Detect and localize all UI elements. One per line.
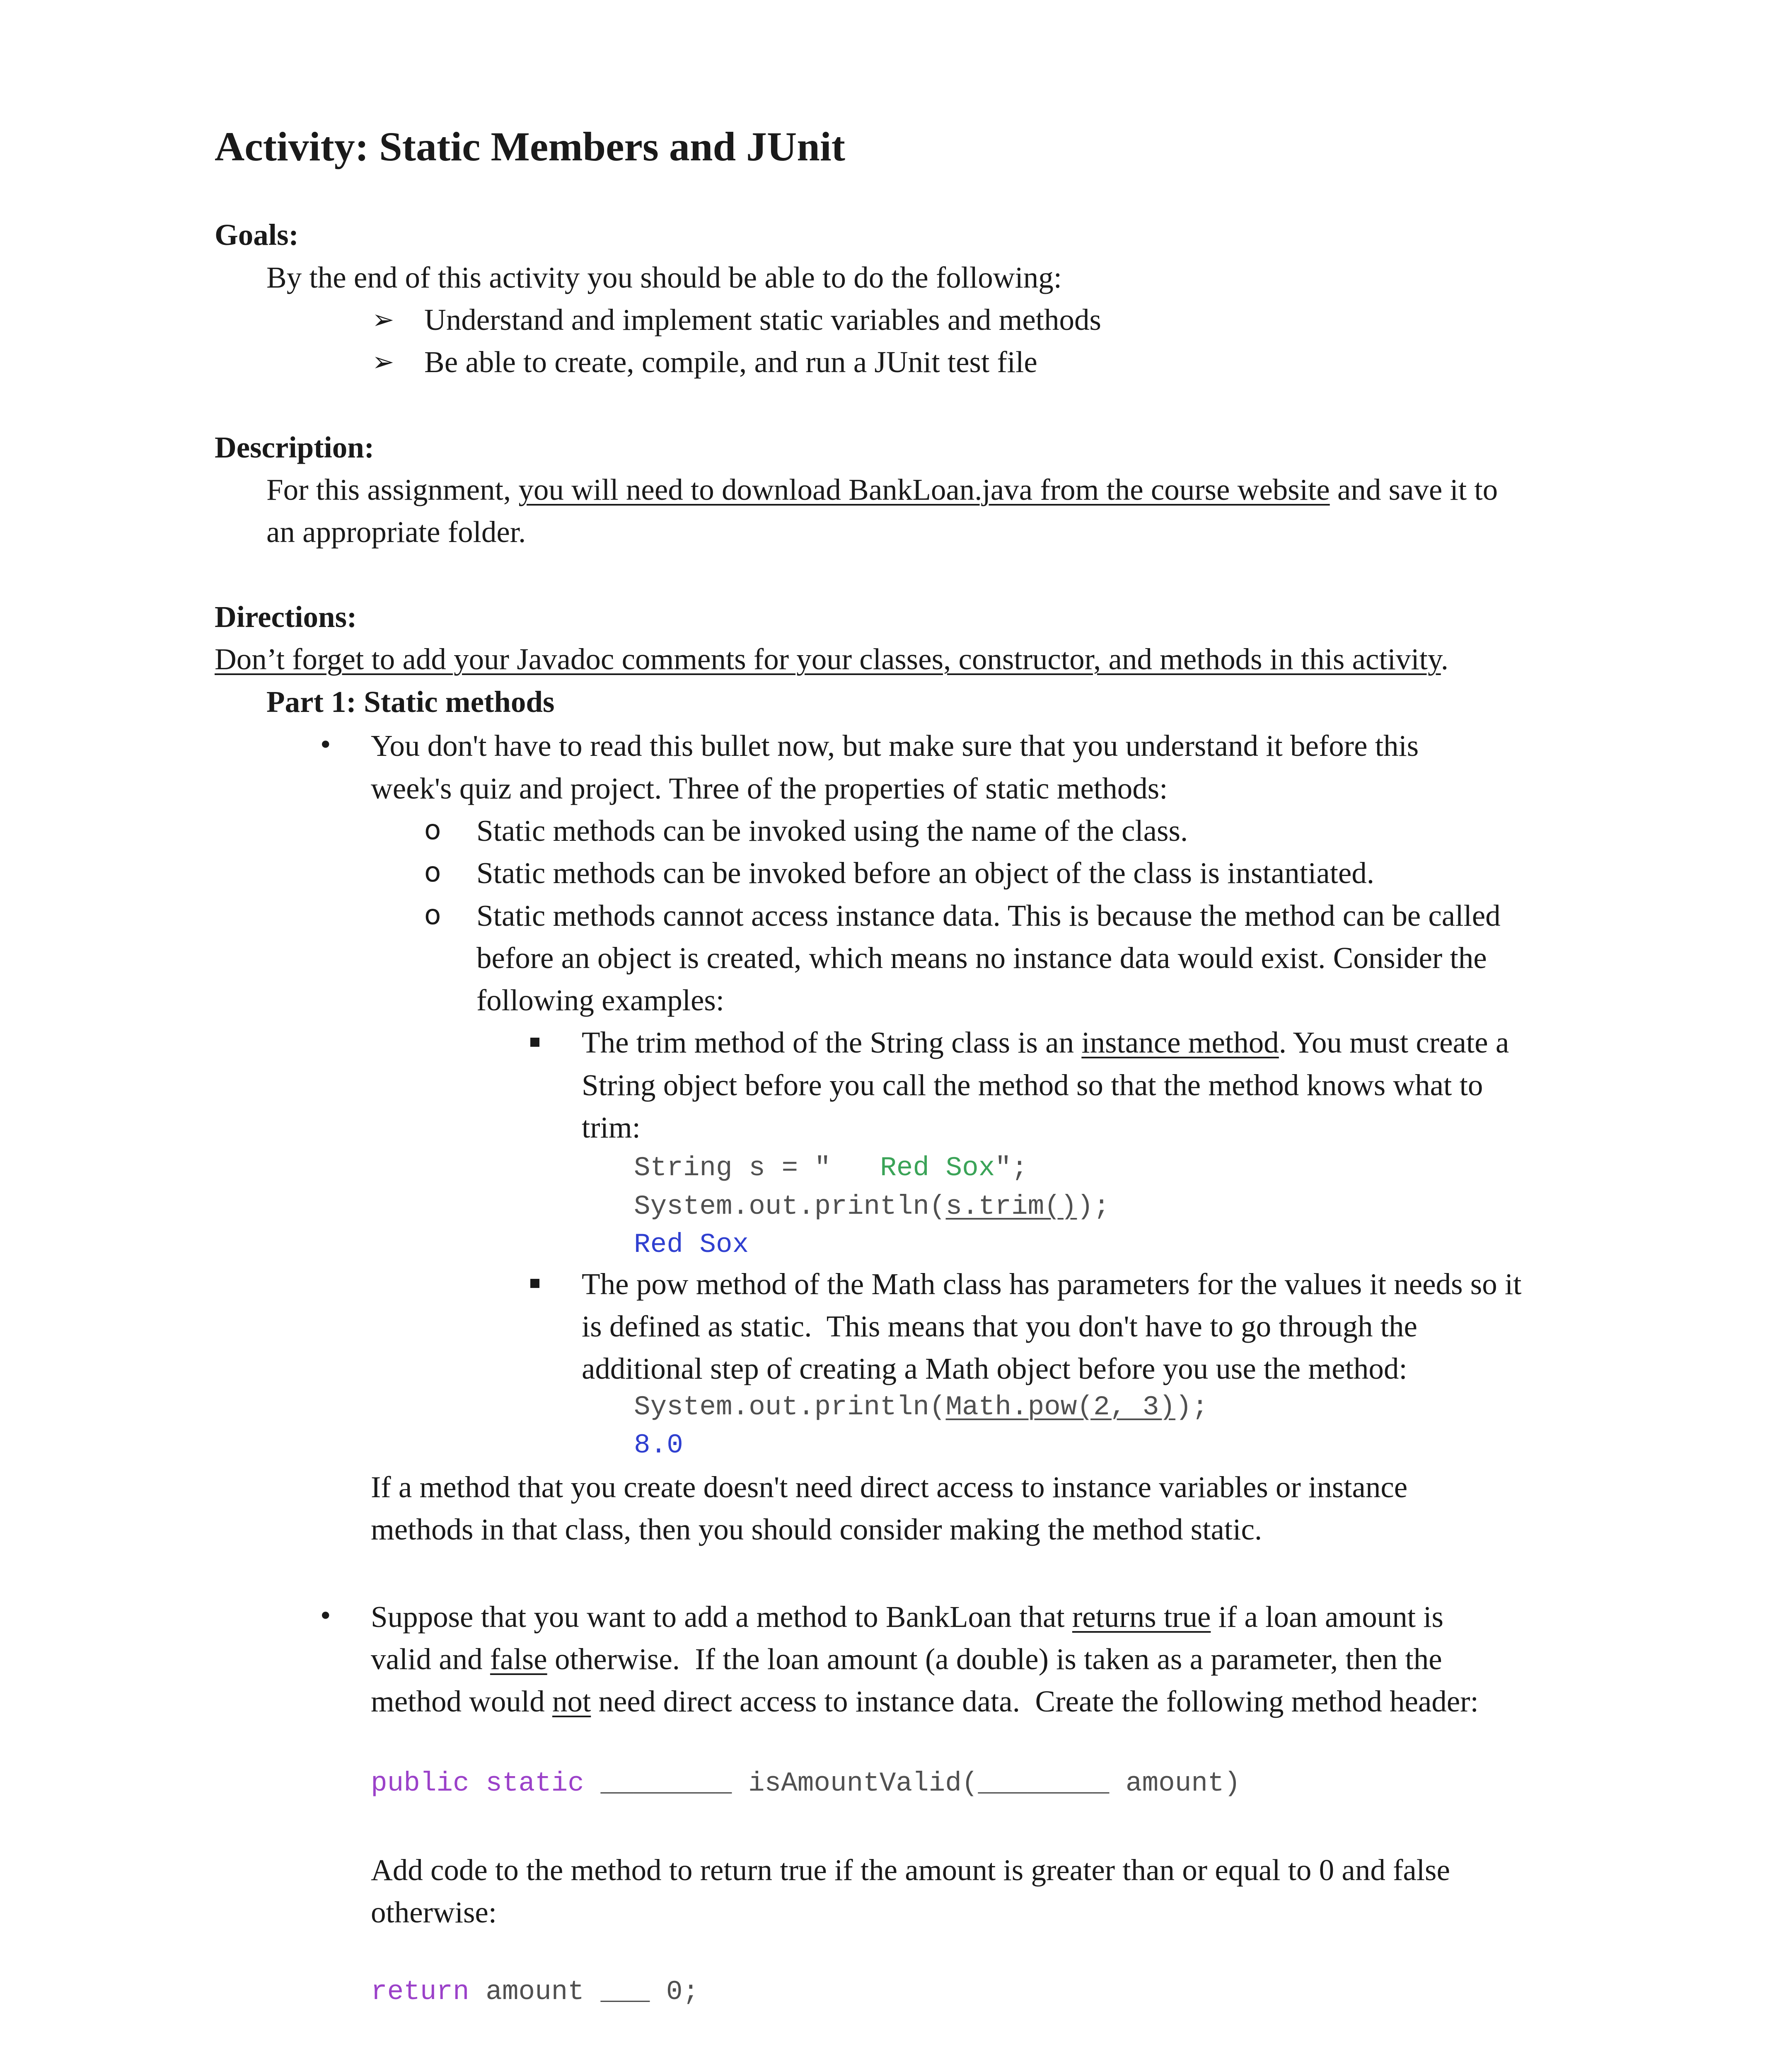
static-property: Static methods cannot access instance data. This is because the method can be called: [476, 899, 1501, 932]
arrow-bullet-icon: ➢: [372, 347, 394, 378]
conclusion-line-1: If a method that you create doesn't need direct access to instance variables or instance: [371, 1470, 1408, 1504]
add-code-line-2: otherwise:: [371, 1895, 497, 1929]
circle-bullet-icon: o: [424, 899, 441, 931]
trim-line-3: trim:: [582, 1111, 641, 1144]
circle-bullet-icon: o: [424, 856, 441, 888]
bullet2-line-2: valid and false otherwise. If the loan amount (a double) is taken as a parameter, then the: [371, 1642, 1442, 1676]
add-code-line-1: Add code to the method to return true if the amount is greater than or equal to 0 and false: [371, 1853, 1450, 1887]
static-property: Static methods can be invoked before an object of the class is instantiated.: [476, 856, 1375, 890]
goal-item: Be able to create, compile, and run a JUnit test file: [424, 345, 1037, 379]
javadoc-note: Don’t forget to add your Javadoc comments for your classes, constructor, and methods in this activity.: [215, 642, 1448, 676]
pow-line-1: The pow method of the Math class has parameters for the values it needs so it: [582, 1267, 1522, 1301]
code-return-statement: return amount ___ 0;: [371, 1976, 699, 2007]
conclusion-line-2: methods in that class, then you should consider making the method static.: [371, 1513, 1262, 1546]
goals-intro: By the end of this activity you should be able to do the following:: [266, 261, 1062, 294]
goals-heading: Goals:: [215, 218, 299, 252]
goal-item: Understand and implement static variables and methods: [424, 303, 1101, 336]
arrow-bullet-icon: ➢: [372, 305, 394, 335]
static-property-cont: before an object is created, which means no instance data would exist. Consider the: [476, 941, 1487, 975]
part1-heading: Part 1: Static methods: [266, 685, 555, 719]
square-bullet-icon: [530, 1279, 539, 1288]
description-heading: Description:: [215, 431, 375, 464]
download-instruction-link: you will need to download BankLoan.java from the course website: [518, 473, 1330, 506]
description-line-2: an appropriate folder.: [266, 515, 526, 549]
trim-line-2: String object before you call the method so that the method knows what to: [582, 1068, 1483, 1102]
bullet2-line-3: method would not need direct access to instance data. Create the following method header:: [371, 1685, 1479, 1718]
page-title: Activity: Static Members and JUnit: [215, 123, 845, 169]
pow-line-3: additional step of creating a Math object before you use the method:: [582, 1352, 1407, 1385]
static-property-cont: following examples:: [476, 983, 725, 1017]
code-pow-call: System.out.println(Math.pow(2, 3));: [634, 1392, 1209, 1423]
code-method-header: public static ________ isAmountValid(________ amount): [371, 1768, 1241, 1799]
code-trim-call: System.out.println(s.trim());: [634, 1191, 1110, 1222]
bullet1-line-2: week's quiz and project. Three of the properties of static methods:: [371, 772, 1168, 805]
description-line-1: For this assignment, you will need to download BankLoan.java from the course website and save it to: [266, 473, 1498, 506]
trim-line-1: The trim method of the String class is an instance method. You must create a: [582, 1026, 1509, 1059]
static-property: Static methods can be invoked using the name of the class.: [476, 814, 1188, 847]
square-bullet-icon: [530, 1038, 539, 1047]
code-trim-output: Red Sox: [634, 1229, 749, 1260]
bullet-icon: •: [318, 731, 333, 760]
code-pow-output: 8.0: [634, 1430, 683, 1461]
bullet1-line-1: You don't have to read this bullet now, but make sure that you understand it before this: [371, 729, 1419, 762]
bullet-icon: •: [318, 1602, 333, 1631]
bullet2-line-1: Suppose that you want to add a method to BankLoan that returns true if a loan amount is: [371, 1600, 1443, 1634]
code-string-declaration: String s = " Red Sox";: [634, 1152, 1028, 1184]
instance-method-term: instance method: [1081, 1026, 1279, 1059]
directions-heading: Directions:: [215, 600, 357, 634]
pow-line-2: is defined as static. This means that you don't have to go through the: [582, 1310, 1417, 1343]
circle-bullet-icon: o: [424, 814, 441, 846]
